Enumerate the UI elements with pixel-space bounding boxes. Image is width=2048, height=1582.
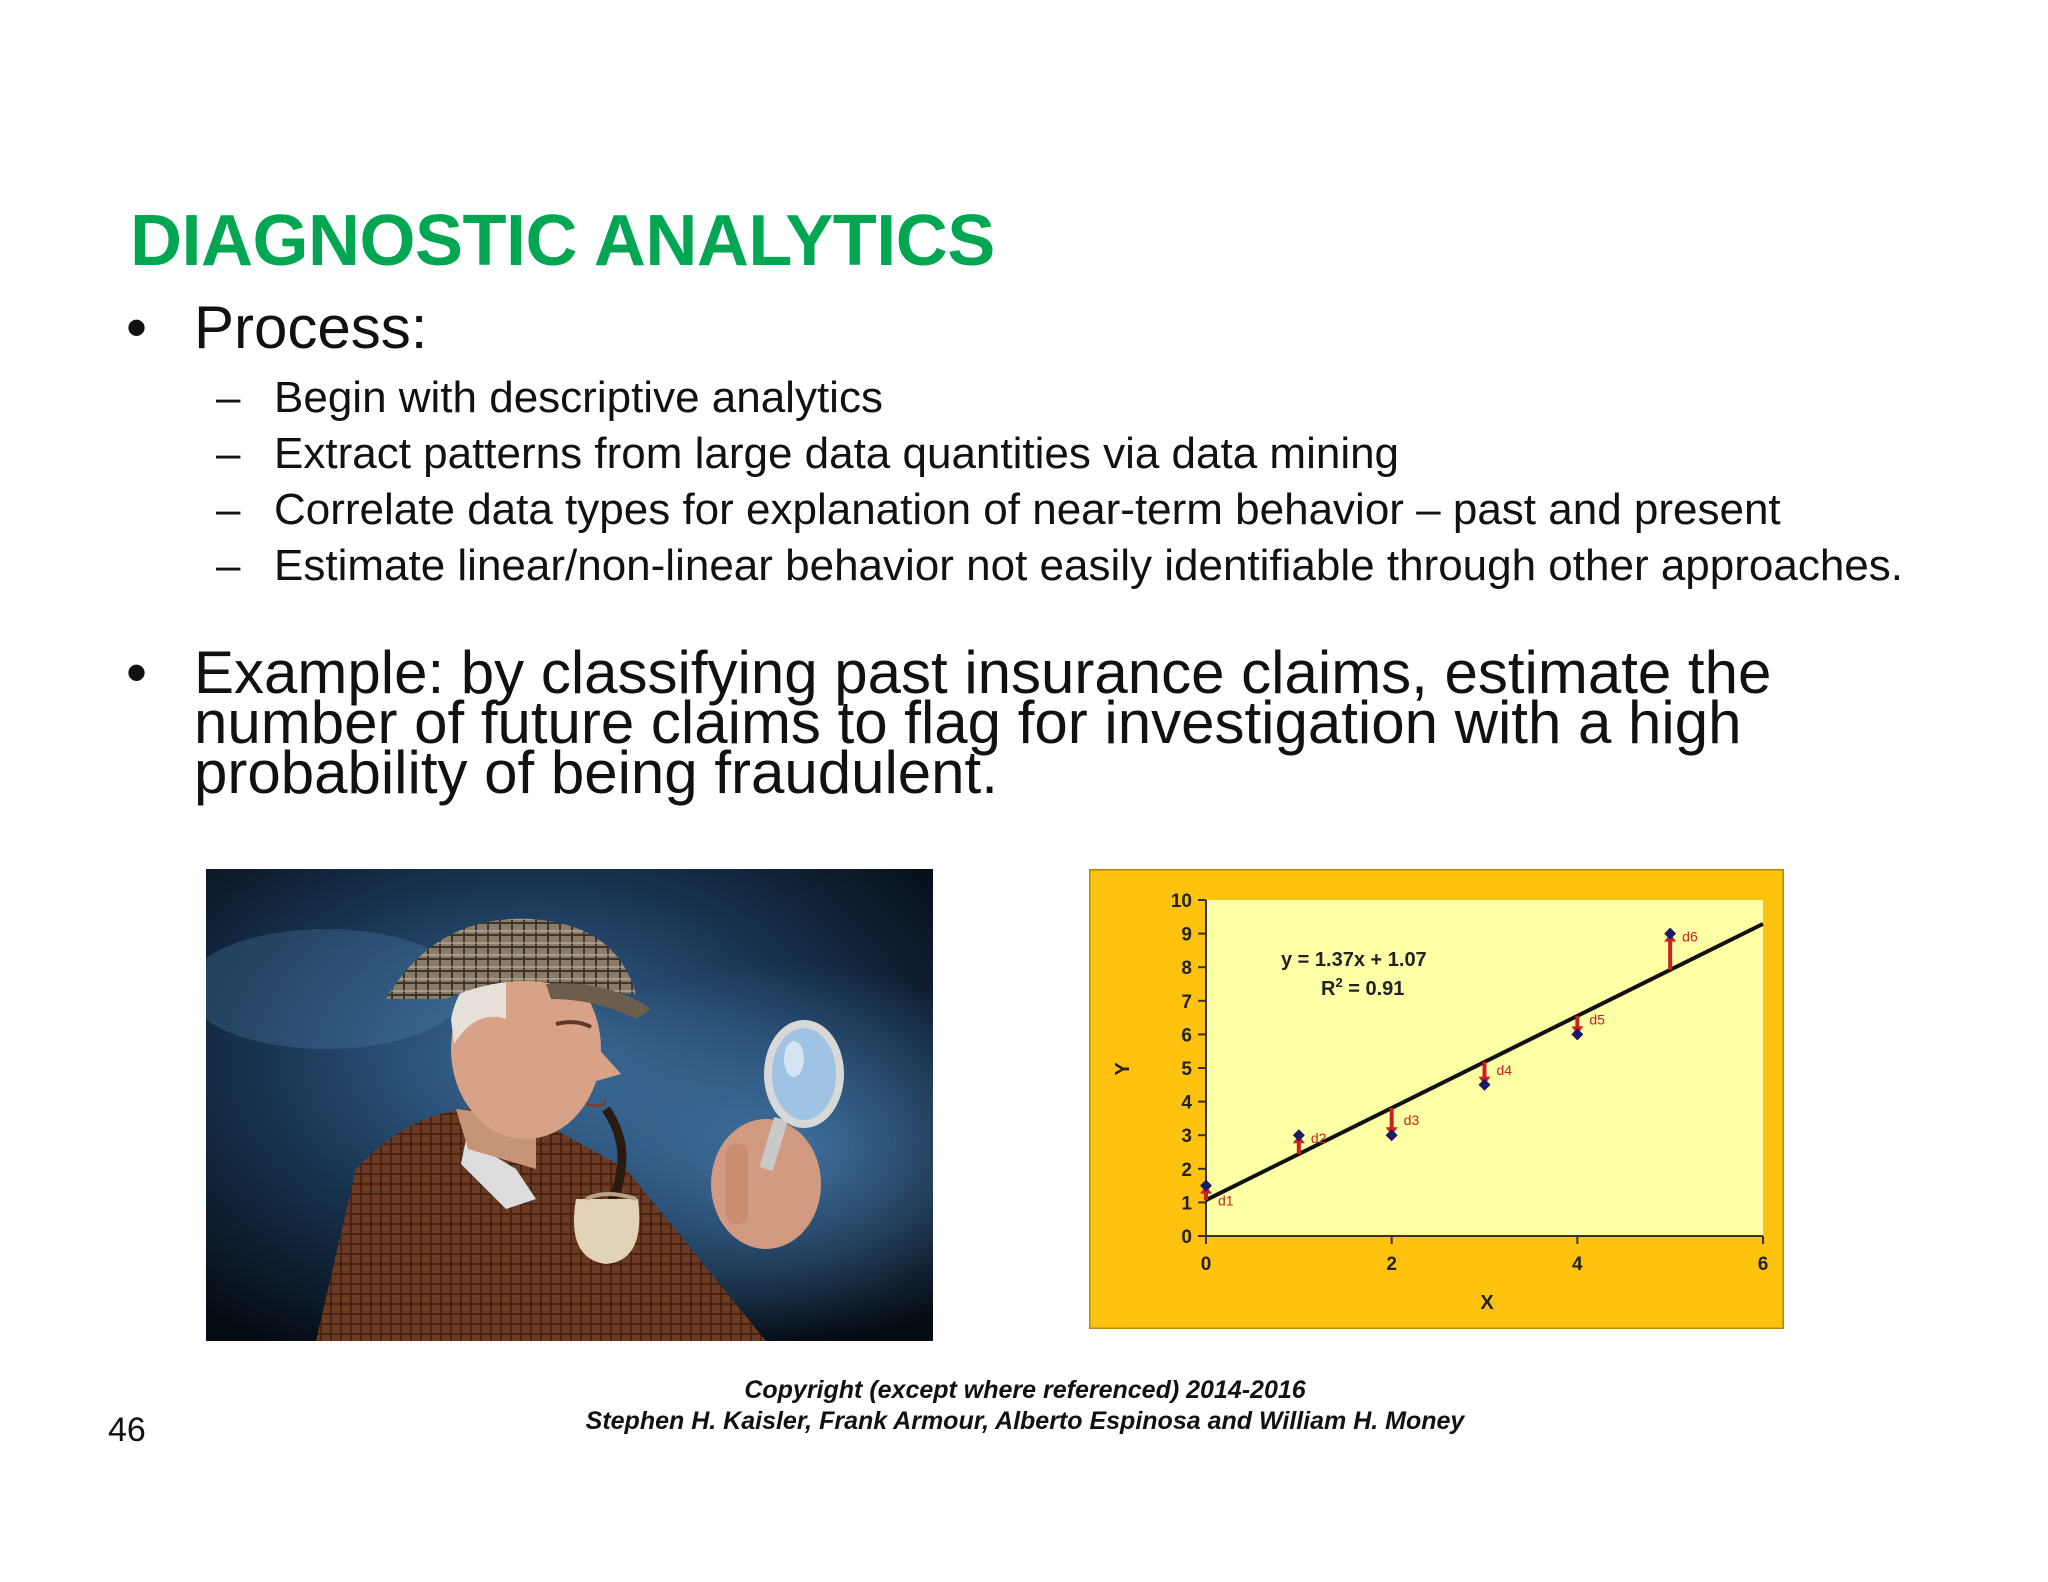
bullet-text: Process:	[194, 294, 428, 361]
r-squared-value: = 0.91	[1342, 978, 1405, 1000]
copyright-line-2: Stephen H. Kaisler, Frank Armour, Alberto Espinosa and William H. Money	[585, 1407, 1465, 1435]
residual-label: d6	[1682, 928, 1698, 945]
residual-label: d3	[1403, 1112, 1420, 1129]
y-tick-label: 5	[1181, 1059, 1192, 1080]
x-axis-label: X	[1480, 1292, 1494, 1314]
bullet-text: Example: by classifying past insurance claims, estimate the number of future claims to flag for investigation with a high probability of being fraudulent.	[194, 639, 1772, 806]
residual-label: d4	[1496, 1061, 1513, 1078]
residual-label: d2	[1310, 1130, 1327, 1147]
x-tick-label: 0	[1200, 1254, 1212, 1275]
y-tick-label: 3	[1181, 1126, 1192, 1148]
x-tick-label: 2	[1386, 1254, 1397, 1275]
slide-title: DIAGNOSTIC ANALYTICS	[130, 201, 995, 281]
subitem-text: Correlate data types for explanation of near-term behavior – past and present	[274, 485, 1781, 534]
regression-chart	[1089, 869, 1784, 1329]
y-tick-label: 2	[1181, 1159, 1192, 1181]
y-tick-label: 7	[1181, 991, 1192, 1013]
y-tick-label: 0	[1181, 1227, 1192, 1248]
y-tick-label: 8	[1181, 958, 1192, 980]
residual-label: d5	[1589, 1011, 1605, 1028]
residual-label: d1	[1218, 1192, 1234, 1209]
subitem-text: Extract patterns from large data quantities via data mining	[274, 429, 1400, 478]
r-squared-prefix: R	[1321, 978, 1336, 1000]
r-squared	[1321, 975, 1404, 1000]
y-tick-label: 1	[1181, 1193, 1192, 1215]
detective-photo	[206, 869, 933, 1341]
y-tick-label: 4	[1181, 1092, 1192, 1114]
subitem-text: Estimate linear/non-linear behavior not easily identifiable through other approaches.	[274, 541, 1903, 590]
bullet-marker: •	[126, 639, 148, 706]
detective-with-magnifying-glass-icon	[206, 869, 933, 1341]
subitem-text: Begin with descriptive analytics	[274, 373, 883, 422]
bullet-marker: •	[126, 294, 148, 361]
y-tick-label: 6	[1181, 1025, 1192, 1047]
y-axis-label: Y	[1112, 1062, 1134, 1076]
copyright-line-1: Copyright (except where referenced) 2014-2016	[744, 1376, 1306, 1404]
y-tick-label: 10	[1170, 891, 1192, 912]
trend-equation: y = 1.37x + 1.07	[1281, 949, 1427, 971]
subitem-marker: –	[216, 373, 241, 422]
r-squared-exponent: 2	[1335, 975, 1343, 990]
x-tick-label: 6	[1757, 1254, 1769, 1275]
subitem-marker: –	[216, 485, 241, 534]
subitem-marker: –	[216, 429, 241, 478]
page-number: 46	[108, 1411, 146, 1449]
y-tick-label: 9	[1181, 924, 1192, 946]
x-tick-label: 4	[1572, 1254, 1583, 1275]
subitem-marker: –	[216, 541, 241, 590]
